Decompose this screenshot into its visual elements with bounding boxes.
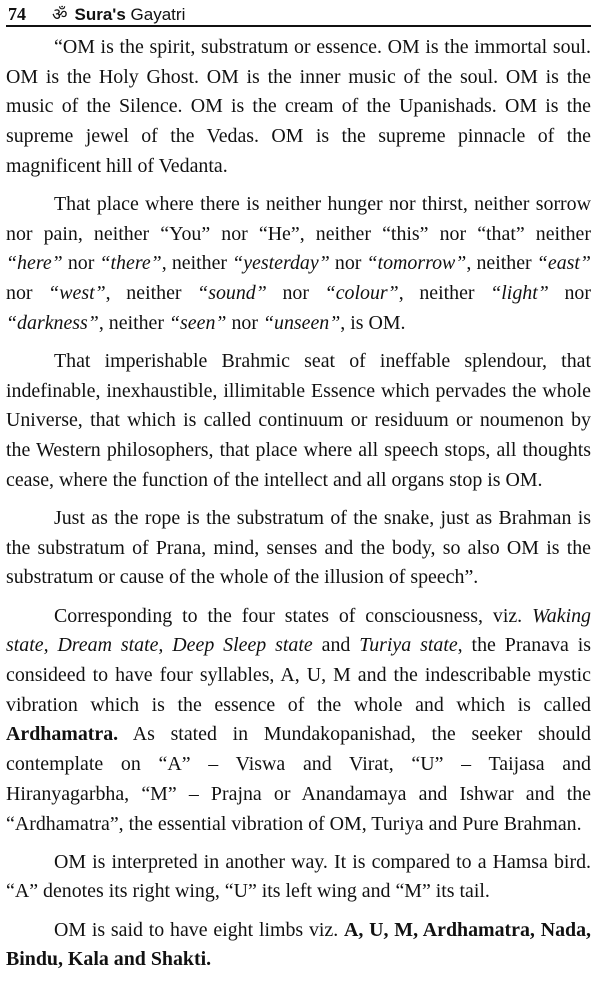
text-run: and [312, 634, 360, 657]
text-run: , neither [398, 282, 491, 305]
text-run: Corresponding to the four states of consciousness, viz. [54, 604, 533, 627]
italic-run: “seen” [169, 311, 227, 334]
text-run: OM is said to have eight limbs viz. [54, 918, 345, 941]
text-run: nor [62, 252, 100, 275]
italic-run: Waking state, Dream state, Deep Sleep state [6, 604, 591, 657]
bold-run: Ardhamatra. [6, 723, 119, 746]
text-run: nor [266, 282, 325, 305]
text-run: nor [329, 252, 367, 275]
text-run: , is OM. [340, 311, 406, 334]
italic-run: “light” [490, 282, 549, 305]
bold-run: A, U, M, Ardhamatra, Nada, Bindu, Kala and Shakti. [6, 918, 591, 971]
book-title [75, 5, 186, 25]
text-run: nor [548, 282, 591, 305]
book-title-bold: Sura's [74, 5, 126, 24]
text-run: nor [226, 311, 263, 334]
text-run: , neither [98, 311, 169, 334]
text-run: OM is interpreted in another way. It is compared to a Hamsa bird. “A” denotes its right wing, “U” its left wing and “M” its tail. [6, 850, 591, 903]
text-run: , the Pranava is consideed to have four syllables, A, U, M and the indescribable mystic vibration which is the essence of the whole and which is called [6, 634, 591, 716]
italic-run: “tomorrow” [366, 252, 467, 275]
paragraph [6, 602, 591, 840]
text-run: As stated in Mundakopanishad, the seeker should contemplate on “A” – Viswa and Virat, “U” – Taijasa and Hiranyagarbha, “M” – Prajna or Anandamaya and Ishwar and the “Ardhamatra”, the essential vibration of OM, Turiya and Pure Brahman. [6, 723, 591, 835]
body-text [6, 33, 591, 975]
paragraph [6, 916, 591, 975]
text-run: nor [6, 282, 49, 305]
italic-run: “darkness” [6, 311, 99, 334]
italic-run: “unseen” [262, 311, 341, 334]
italic-run: “east” [536, 252, 591, 275]
text-run: , neither [466, 252, 537, 275]
book-title-rest: Gayatri [130, 5, 186, 24]
om-symbol-icon: ॐ [52, 5, 68, 25]
text-run: That place where there is neither hunger nor thirst, neither sorrow nor pain, neither “You” nor “He”, neither “this” nor “that” neither [6, 193, 591, 245]
italic-run: “here” [6, 252, 63, 275]
italic-run: “yesterday” [232, 252, 330, 275]
paragraph [6, 33, 591, 182]
text-run: That imperishable Brahmic seat of ineffable splendour, that indefinable, inexhaustible, illimitable Essence which pervades the whole Universe, that which is called continuum or residuum or noumenon by the Western philosophers, that place where all speech stops, all thoughts cease, where the function of the intellect and all organs stop is OM. [6, 350, 591, 491]
running-header [6, 0, 591, 27]
paragraph [6, 347, 591, 496]
italic-run: “sound” [197, 282, 267, 305]
italic-run: “west” [48, 282, 106, 305]
text-run: , neither [161, 252, 233, 275]
paragraph [6, 190, 591, 339]
text-run: , neither [105, 282, 198, 305]
text-run: “OM is the spirit, substratum or essence. OM is the immortal soul. OM is the Holy Ghost. OM is the inner music of the soul. OM is the music of the Silence. OM is the cream of the Upanishads. OM is the supreme jewel of the Vedas. OM is the supreme pinnacle of the magnificent hill of Vedanta. [6, 36, 591, 177]
paragraph [6, 504, 591, 593]
text-run: Just as the rope is the substratum of the snake, just as Brahman is the substratum of Prana, mind, senses and the body, so also OM is the substratum or cause of the whole of the illusion of speech”. [6, 507, 591, 589]
page-number: 74 [8, 4, 26, 24]
italic-run: Turiya state [359, 634, 458, 657]
italic-run: “there” [99, 252, 162, 275]
paragraph [6, 848, 591, 907]
italic-run: “colour” [324, 282, 399, 305]
